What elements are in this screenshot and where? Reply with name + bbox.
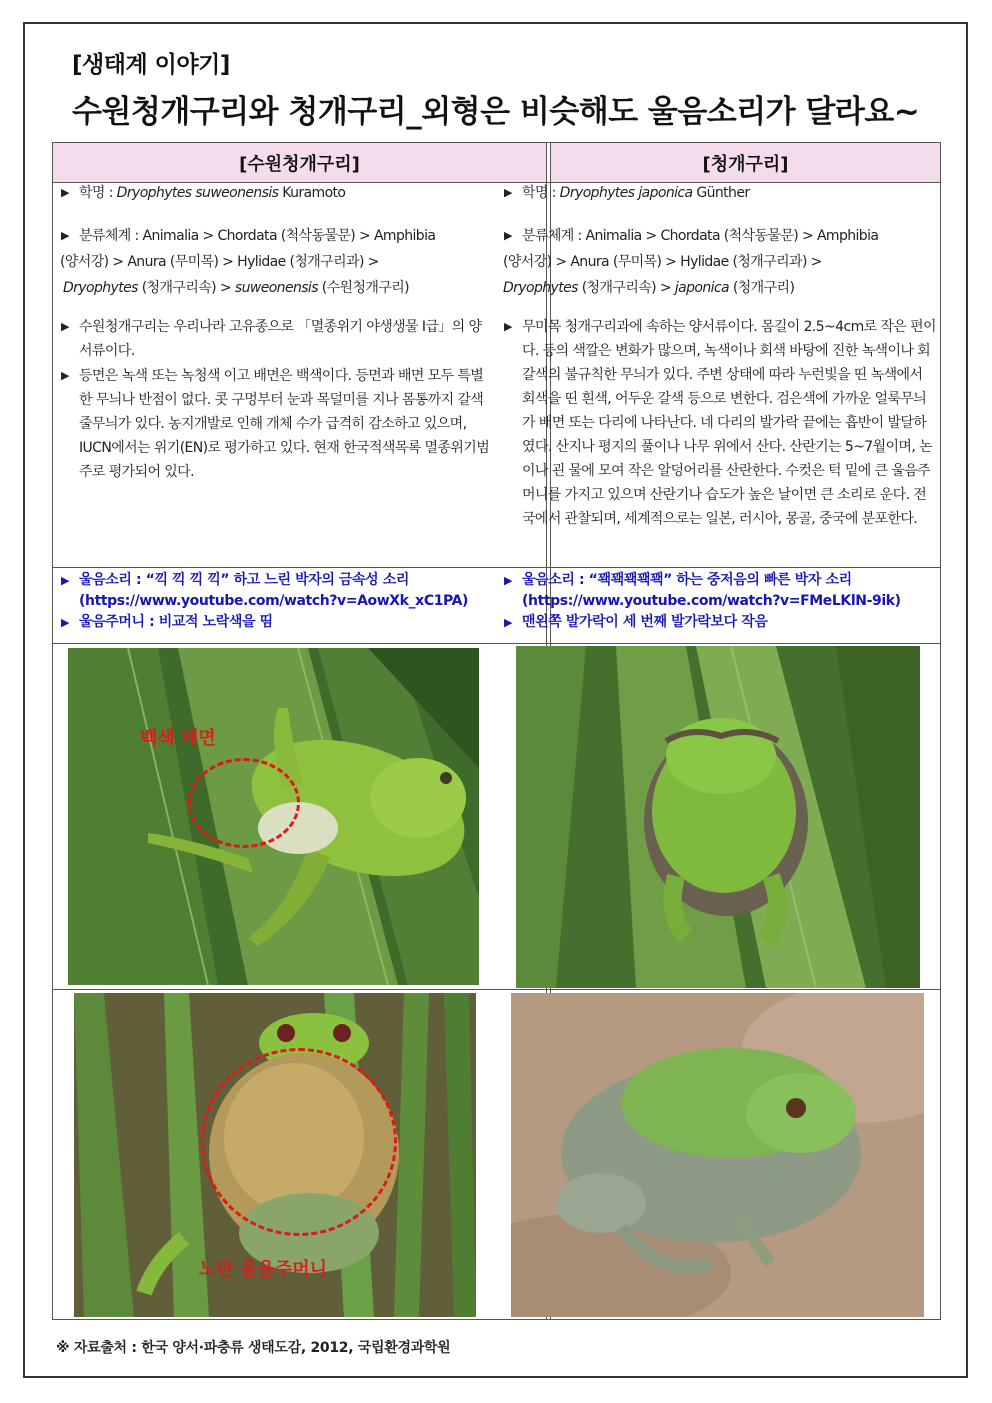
left-appearance-note: ▶ 등면은 녹색 또는 녹청색 이고 배면은 백색이다. 등면과 배면 모두 특별한 무늬나 반점이 없다. 콧 구멍부터 눈과 목덜미를 지나 몸통까지 갈색 줄무늬가 있다. 농지개발로 인해 개체 수가 급격히 감소하고 있으며, IUCN에서는 위기(EN)로 평가하고 있다. 현재 한국적색목록 멸종위기범주로 평가되어 있다. [57,364,493,484]
bullet-arrow-icon: ▶ [504,186,512,199]
comparison-table [52,142,941,1320]
suweon-frog-back-photo [68,648,479,985]
right-call-text: ▶ 울음소리 : “꽥꽥꽥꽥꽥” 하는 중저음의 빠른 박자 소리 [500,570,936,591]
right-scientific-name: ▶ 학명 : Dryophytes japonica Günther [500,181,936,205]
section-kicker: [생태계 이야기] [72,52,230,78]
tree-frog-back-photo [516,646,920,988]
left-call-text: ▶ 울음소리 : “끽 끽 끽 끽” 하고 느린 박자의 금속성 소리 [57,570,493,591]
left-call-info [57,570,493,633]
right-column-header: [청개구리] [551,143,940,182]
bullet-arrow-icon: ▶ [504,229,512,242]
yellow-vocal-sac-label: 노란 울음주머니 [199,1259,327,1280]
bullet-arrow-icon: ▶ [61,229,69,242]
left-column-header: [수원청개구리] [53,143,546,182]
row-divider [53,567,940,568]
bullet-arrow-icon: ▶ [61,186,69,199]
page-title: 수원청개구리와 청개구리_외형은 비슷해도 울음소리가 달라요~ [72,94,920,130]
right-toe-note: ▶ 맨왼쪽 발가락이 세 번째 발가락보다 작음 [500,612,936,633]
bullet-arrow-icon: ▶ [504,320,512,333]
bullet-arrow-icon: ▶ [61,574,70,587]
right-call-info [500,570,936,633]
row-divider [53,643,940,644]
left-taxonomy: ▶ 분류체계 : Animalia > Chordata (척삭동물문) > Amphibia (양서강) > Anura (무미목) > Hylidae (청개구리과) > Dryophytes (청개구리속) > suweonensis (수원청개구리) [57,223,493,301]
bullet-arrow-icon: ▶ [504,574,513,587]
suweon-frog-vocal-sac-photo [74,993,476,1317]
right-general-note: ▶ 무미목 청개구리과에 속하는 양서류이다. 몸길이 2.5~4cm로 작은 편이다. 등의 색깔은 변화가 많으며, 녹색이나 회색 바탕에 진한 녹색이나 회갈색의 불규칙한 무늬가 있다. 주변 상태에 따라 누런빛을 띤 녹색에서 회색을 띤 흰색, 어두운 갈색 등으로 변한다. 검은색에 가까운 얼룩무늬가 배면 또는 다리에 나타난다. 네 다리의 발가락 끝에는 흡반이 발달하였다. 산지나 평지의 풀이나 나무 위에서 산다. 산란기는 5~7월이며, 논이나 괸 물에 모여 작은 알덩어리를 산란한다. 수컷은 턱 밑에 큰 울음주머니를 가지고 있으며 산란기나 습도가 높은 날이면 큰 소리로 운다. 전국에서 관찰되며, 세계적으로는 일본, 러시아, 몽골, 중국에 분포한다. [500,315,936,531]
tree-frog-side-photo [511,993,924,1317]
highlight-circle [201,1048,397,1236]
bullet-arrow-icon: ▶ [61,369,69,382]
right-taxonomy: ▶ 분류체계 : Animalia > Chordata (척삭동물문) > Amphibia (양서강) > Anura (무미목) > Hylidae (청개구리과) > Dryophytes (청개구리속) > japonica (청개구리) [500,223,936,301]
row-divider [53,989,940,990]
bullet-arrow-icon: ▶ [504,616,513,629]
bullet-arrow-icon: ▶ [61,616,70,629]
left-call-link[interactable]: (https://www.youtube.com/watch?v=AowXk_xC1PA) [79,593,469,609]
left-sac-note: ▶ 울음주머니 : 비교적 노락색을 띰 [57,612,493,633]
left-endemic-note: ▶ 수원청개구리는 우리나라 고유종으로 「멸종위기 야생생물 Ⅰ급」의 양서류이다. [57,315,493,363]
left-scientific-name: ▶ 학명 : Dryophytes suweonensis Kuramoto [57,181,493,205]
right-description [500,181,936,531]
left-description [57,181,493,484]
bullet-arrow-icon: ▶ [61,320,69,333]
right-call-link[interactable]: (https://www.youtube.com/watch?v=FMeLKlN-9ik) [522,593,901,609]
white-belly-label: 백색 배면 [140,728,216,749]
source-citation: ※ 자료출처 : 한국 양서·파충류 생태도감, 2012, 국립환경과학원 [56,1340,451,1356]
highlight-circle [188,758,300,848]
